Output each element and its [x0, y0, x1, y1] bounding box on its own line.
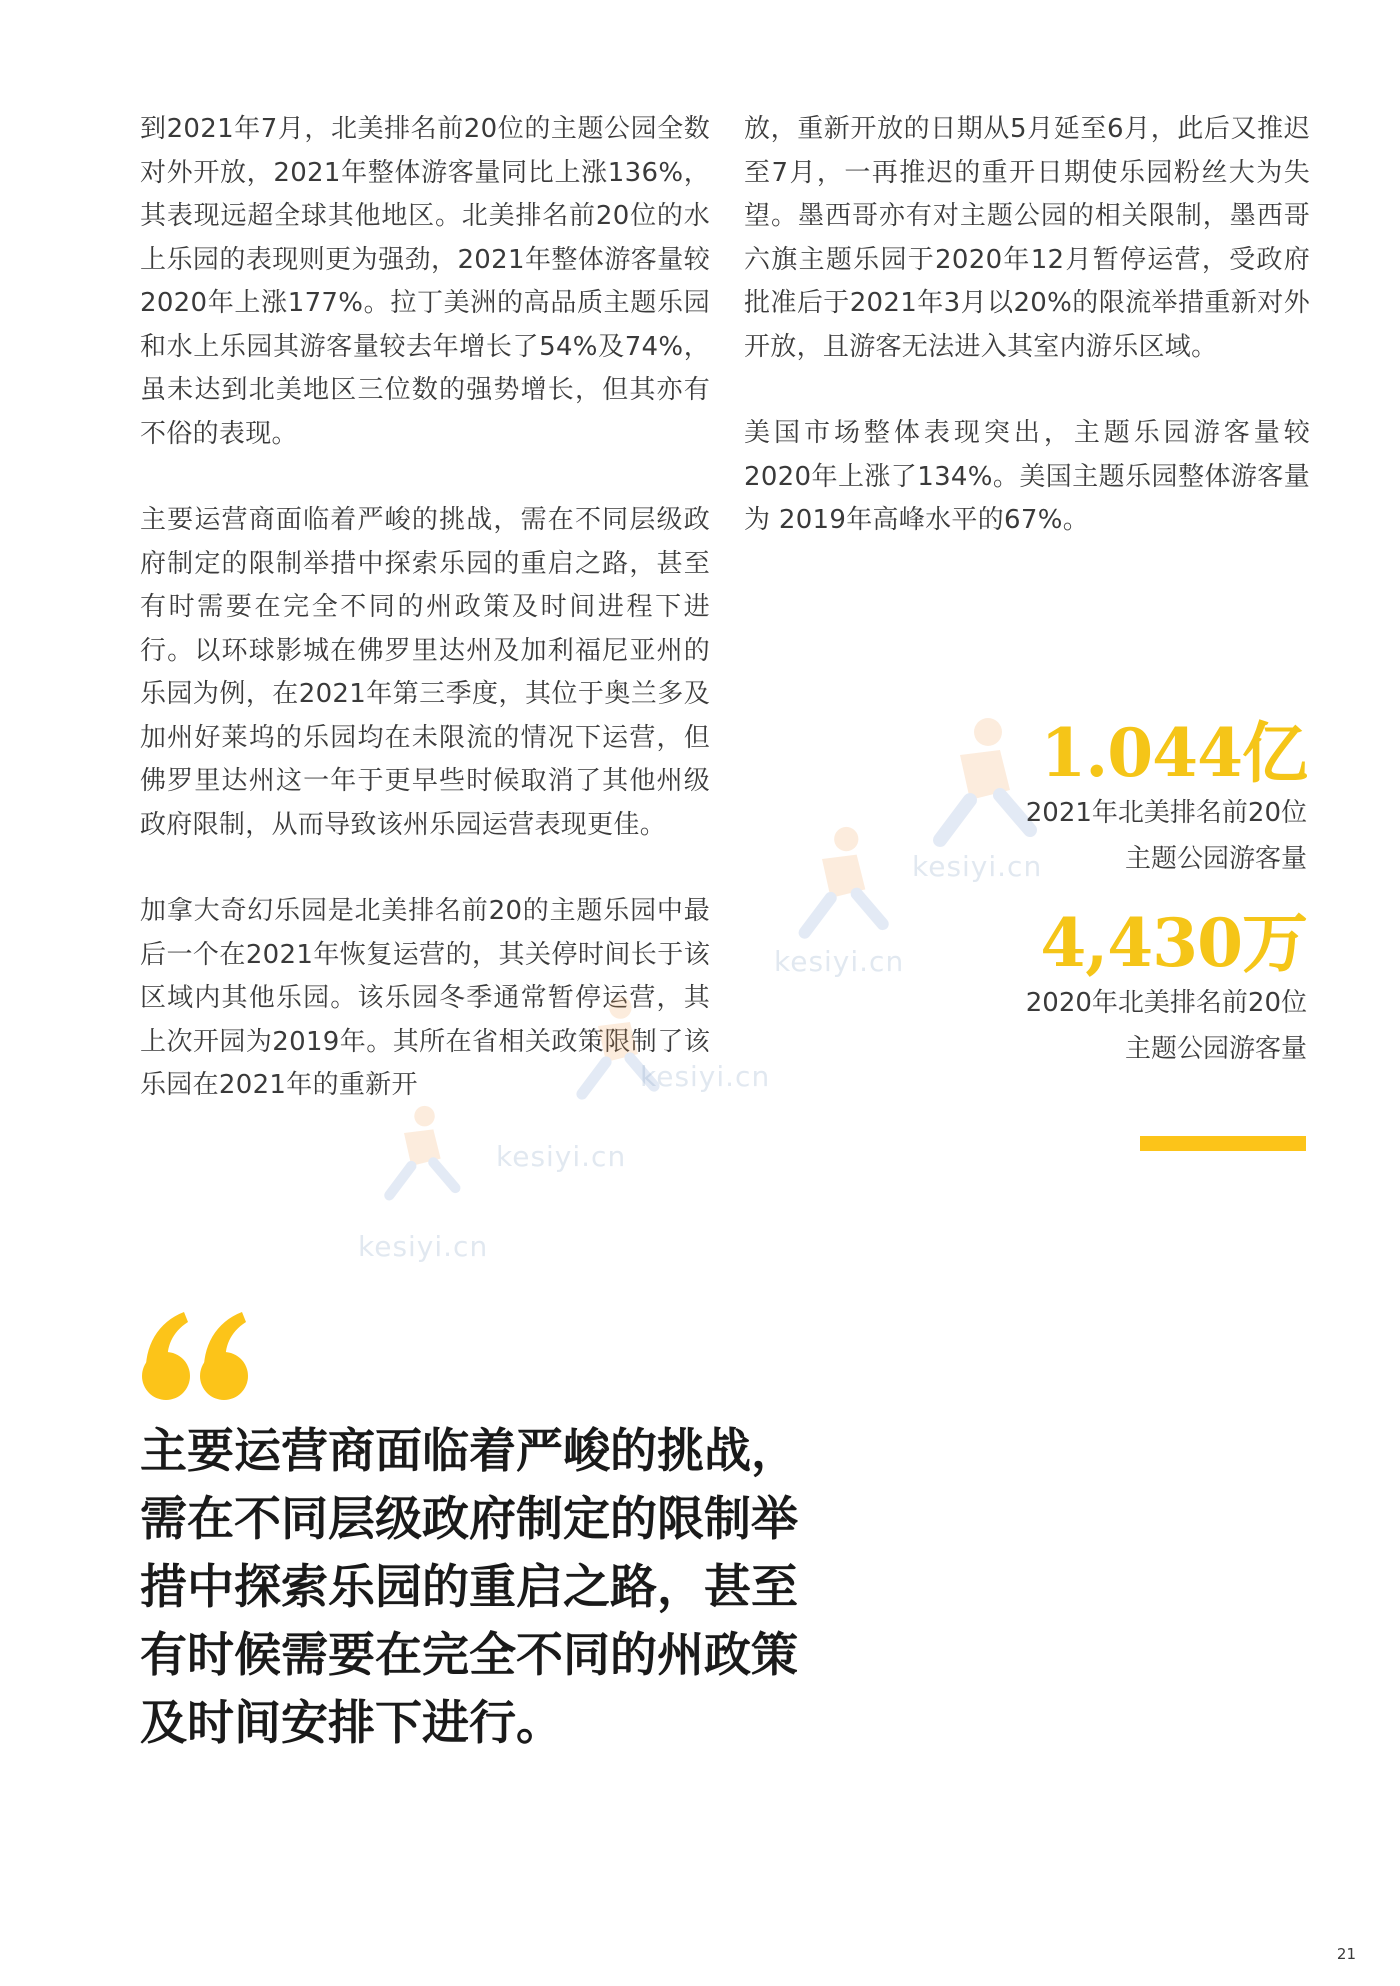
pull-quote-line: 措中探索乐园的重启之路，甚至: [140, 1560, 798, 1615]
body-paragraph: 放，重新开放的日期从5月延至6月，此后又推迟至7月，一再推迟的重开日期使乐园粉丝大为失望。墨西哥亦有对主题公园的相关限制，墨西哥六旗主题乐园于2020年12月暂停运营，受政府批准后于2021年3月以20%的限流举措重新对外开放，且游客无法进入其室内游乐区域。: [744, 114, 1310, 362]
body-paragraph: 美国市场整体表现突出，主题乐园游客量较2020年上涨了134%。美国主题乐园整体游客量为 2019年高峰水平的67%。: [744, 418, 1310, 535]
watermark-text: kesiyi.cn: [640, 1060, 771, 1093]
watermark-runner-icon: [360, 1100, 470, 1210]
body-paragraph: 加拿大奇幻乐园是北美排名前20的主题乐园中最后一个在2021年恢复运营的，其关停时间长于该区域内其他乐园。该乐园冬季通常暂停运营，其上次开园为2019年。其所在省相关政策限制了该乐园在2021年的重新开: [140, 896, 710, 1100]
stat-caption-line2: 主题公园游客量: [1124, 844, 1307, 874]
accent-bar: [1140, 1136, 1306, 1151]
right-text-column: [744, 108, 1310, 586]
pull-quote-line: 需在不同层级政府制定的限制举: [140, 1492, 798, 1547]
watermark-text: kesiyi.cn: [358, 1230, 489, 1263]
pull-quote-line: 有时候需要在完全不同的州政策: [140, 1628, 798, 1683]
quote-mark-icon: [140, 1310, 250, 1406]
watermark-text: kesiyi.cn: [496, 1140, 627, 1173]
pull-quote-line: 及时间安排下进行。: [140, 1696, 563, 1751]
pull-quote-line: 主要运营商面临着严峻的挑战，: [140, 1424, 798, 1479]
stat-2021-visitors: [1026, 716, 1307, 882]
body-paragraph: 主要运营商面临着严峻的挑战，需在不同层级政府制定的限制举措中探索乐园的重启之路，甚至有时需要在完全不同的州政策及时间进程下进行。以环球影城在佛罗里达州及加利福尼亚州的乐园为例，在2021年第三季度，其位于奥兰多及加州好莱坞的乐园均在未限流的情况下运营，但佛罗里达州这一年于更早些时候取消了其他州级政府限制，从而导致该州乐园运营表现更佳。: [140, 505, 710, 840]
watermark-runner-icon: [770, 820, 900, 950]
stat-value: 4,430万: [1040, 904, 1307, 982]
watermark-text: kesiyi.cn: [912, 850, 1043, 883]
stat-caption-line1: 2020年北美排名前20位: [1025, 988, 1307, 1018]
stat-2020-visitors: [1026, 906, 1307, 1072]
body-paragraph: 到2021年7月，北美排名前20位的主题公园全数对外开放，2021年整体游客量同比上涨136%，其表现远超全球其他地区。北美排名前20位的水上乐园的表现则更为强劲，2021年整体游客量较2020年上涨177%。拉丁美洲的高品质主题乐园和水上乐园其游客量较去年增长了54%及74%，虽未达到北美地区三位数的强势增长，但其亦有不俗的表现。: [140, 114, 710, 449]
pull-quote: [140, 1418, 920, 1758]
stat-caption-line2: 主题公园游客量: [1124, 1034, 1307, 1064]
stat-caption-line1: 2021年北美排名前20位: [1025, 798, 1307, 828]
watermark-text: kesiyi.cn: [774, 945, 905, 978]
stat-value: 1.044亿: [1040, 714, 1307, 792]
page-number: 21: [1336, 1945, 1356, 1963]
